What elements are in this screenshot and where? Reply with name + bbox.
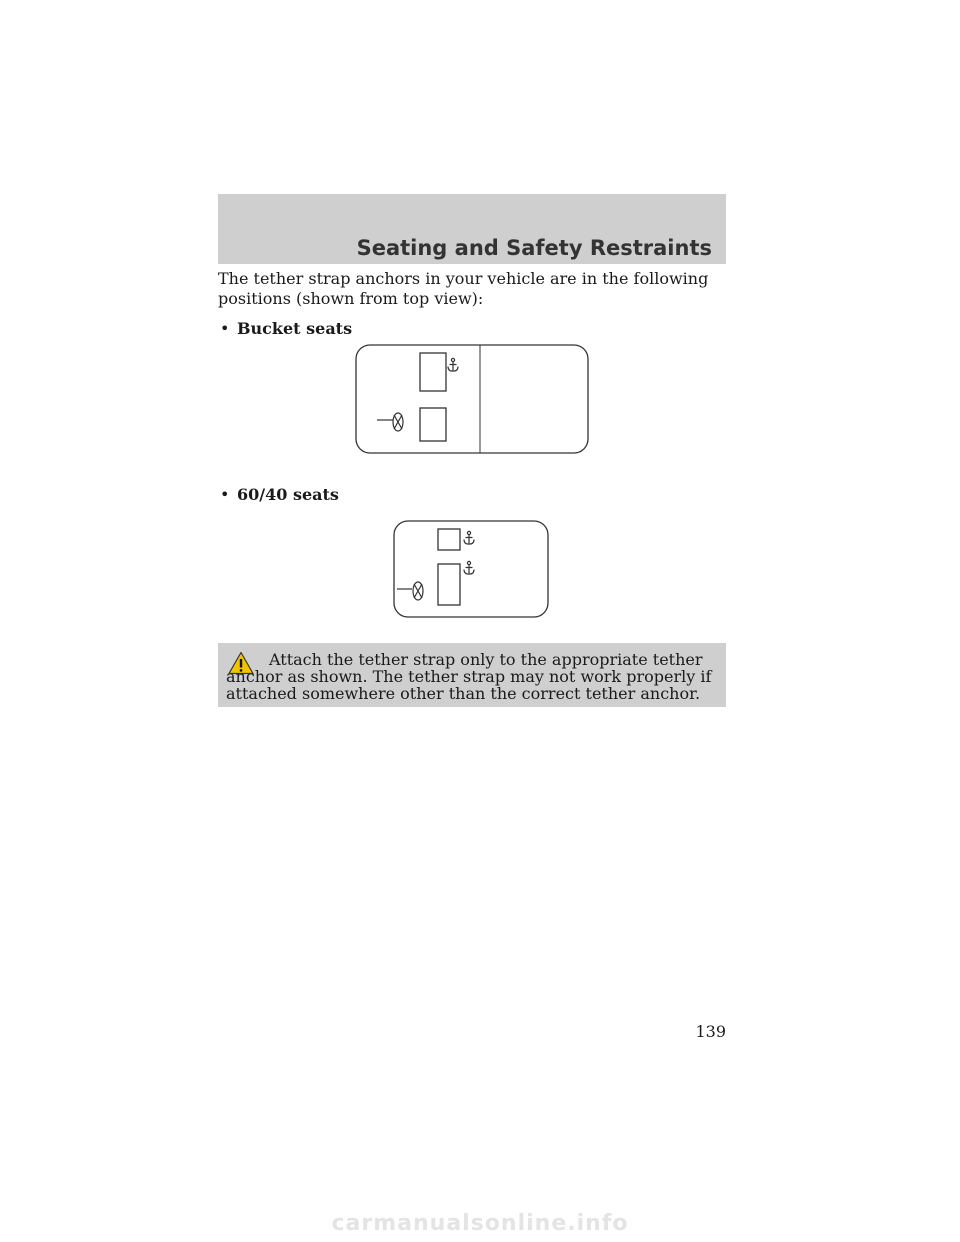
bullet-marker: •	[220, 319, 230, 338]
bullet-label: Bucket seats	[237, 319, 353, 338]
anchor-icon	[464, 531, 474, 544]
bucket-seats-diagram	[355, 344, 591, 456]
steering-wheel-icon	[413, 582, 423, 600]
watermark-text: carmanualsonline.info	[331, 1211, 629, 1236]
section-title: Seating and Safety Restraints	[356, 236, 712, 260]
bullet-bucket-seats	[220, 319, 352, 339]
page-number: 139	[695, 1022, 726, 1041]
seat-rear	[420, 353, 446, 391]
anchor-icon	[448, 358, 458, 371]
bullet-60-40-seats	[220, 485, 339, 505]
warning-box	[218, 643, 726, 707]
vehicle-outline	[356, 345, 588, 453]
60-40-seats-diagram	[393, 520, 551, 620]
seat-front	[420, 408, 446, 441]
steering-wheel-icon	[393, 413, 403, 431]
seat-rear	[438, 529, 460, 550]
anchor-icon	[464, 561, 474, 574]
bullet-label: 60/40 seats	[237, 485, 339, 504]
vehicle-outline	[394, 521, 548, 617]
warning-text: Attach the tether strap only to the appropriate tether anchor as shown. The tether strap may not work properly if attached somewhere other than the correct tether anchor.	[226, 650, 712, 703]
intro-paragraph: The tether strap anchors in your vehicle are in the following positions (shown from top view):	[218, 269, 709, 308]
section-header-band	[218, 194, 726, 264]
seat-front	[438, 564, 460, 605]
bullet-marker: •	[220, 485, 230, 504]
